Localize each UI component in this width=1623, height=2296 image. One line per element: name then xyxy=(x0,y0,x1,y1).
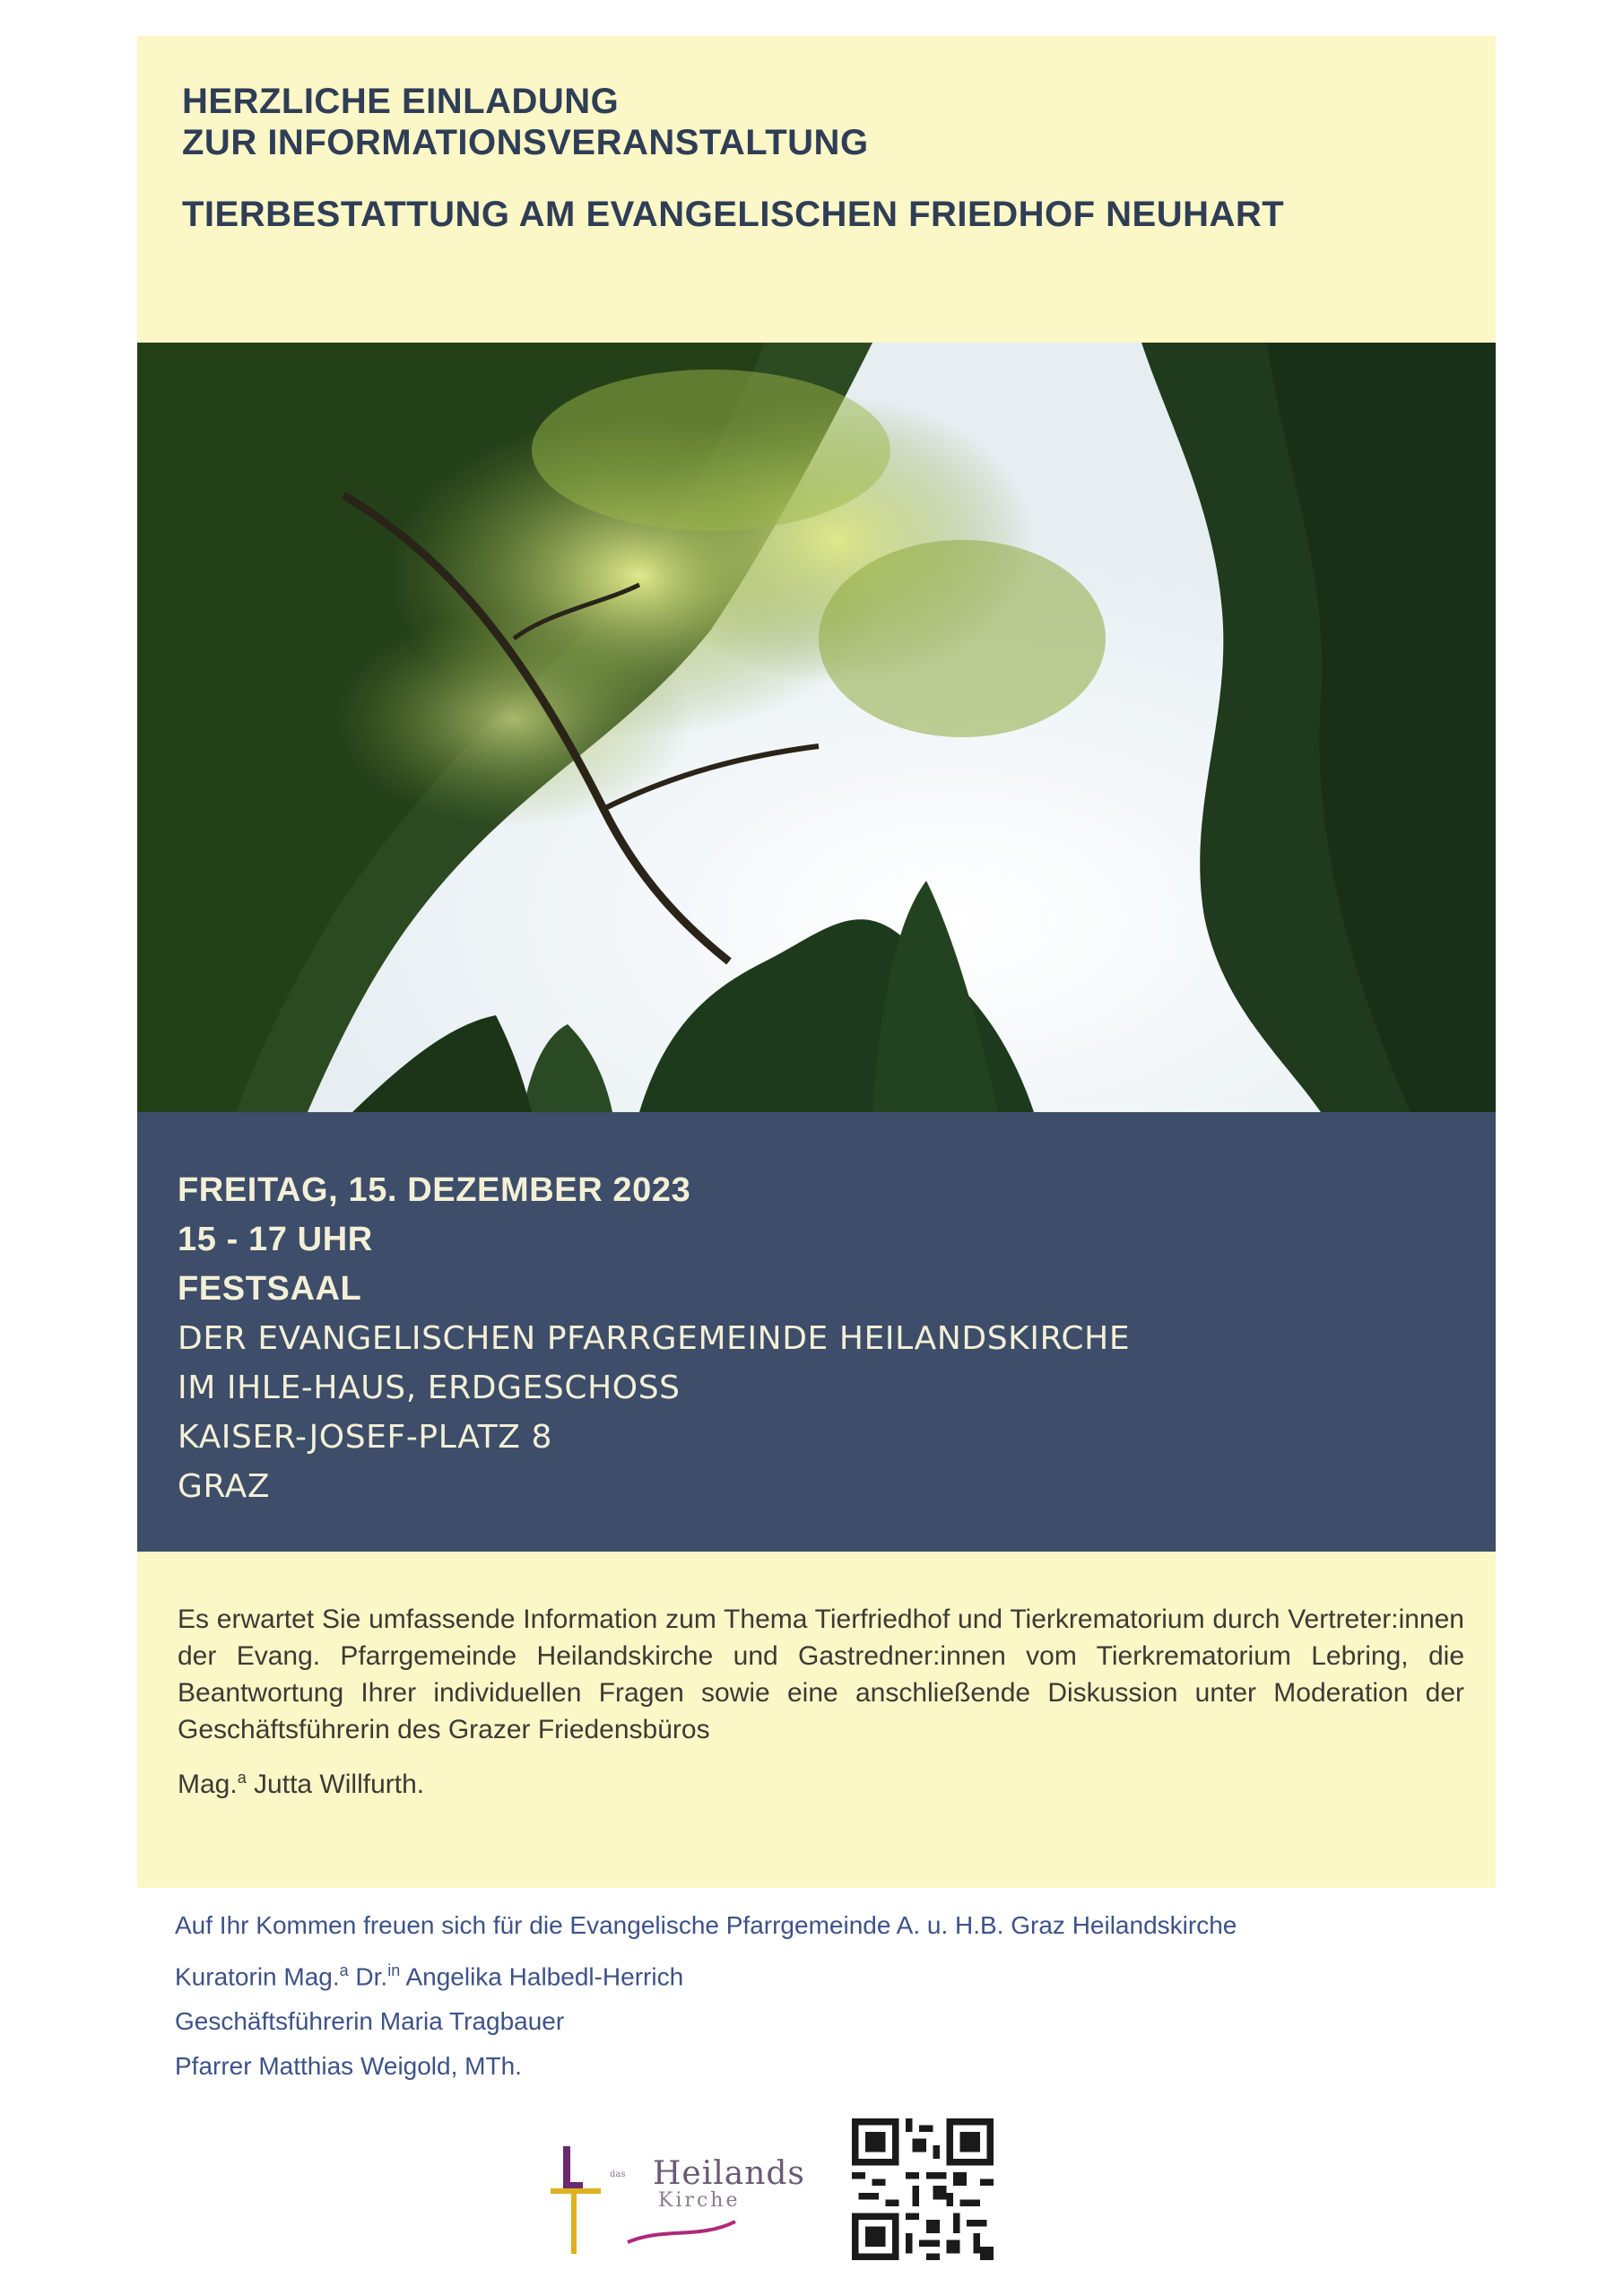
curator-name: Angelika Halbedl-Herrich xyxy=(400,1962,684,1991)
event-city: GRAZ xyxy=(178,1468,271,1505)
logo-sub-word: Kirche xyxy=(658,2189,741,2212)
moderator-sup: a xyxy=(237,1769,247,1787)
footer-signatures xyxy=(175,1903,1475,2089)
event-time: 15 - 17 UHR xyxy=(178,1221,373,1258)
moderator-prefix: Mag. xyxy=(178,1770,238,1799)
event-building: IM IHLE-HAUS, ERDGESCHOSS xyxy=(178,1370,681,1406)
event-date: FREITAG, 15. DEZEMBER 2023 xyxy=(178,1171,691,1209)
event-title: TIERBESTATTUNG AM EVANGELISCHEN FRIEDHOF NEUHART xyxy=(182,195,1285,234)
event-description: Es erwartet Sie umfassende Information zum Thema Tierfriedhof und Tierkrematorium durch Vertreter:innen der Evang. Pfarrgemeinde Heilandskirche und Gastredner:innen vom Tierkrematorium Lebring, die Beantwortung Ihrer individuellen Fragen sowie eine anschließende Diskussion unter Moderation der Geschäftsführerin des Grazer Friedensbüros xyxy=(178,1605,1464,1744)
logo-small-word: das xyxy=(610,2170,626,2179)
footer-intro: Auf Ihr Kommen freuen sich für die Evangelische Pfarrgemeinde A. u. H.B. Graz Heilandskirche xyxy=(175,1911,1237,1939)
curator-line xyxy=(175,1948,1475,1999)
heading-block xyxy=(182,81,1460,235)
logo-word: Heilands xyxy=(653,2155,805,2192)
qr-code[interactable] xyxy=(852,2118,994,2260)
event-street: KAISER-JOSEF-PLATZ 8 xyxy=(178,1419,553,1456)
moderator-line xyxy=(178,1769,424,1800)
invitation-poster xyxy=(137,36,1496,1888)
event-venue: DER EVANGELISCHEN PFARRGEMEINDE HEILANDSKIRCHE xyxy=(178,1320,1131,1357)
curator-sup-2: in xyxy=(387,1961,401,1979)
curator-mid: Dr. xyxy=(348,1962,388,1991)
event-details-panel xyxy=(137,1112,1496,1552)
heilandskirche-logo xyxy=(547,2139,807,2265)
heading-line-2: ZUR INFORMATIONSVERANSTALTUNG xyxy=(182,123,869,162)
heading-line-1: HERZLICHE EINLADUNG xyxy=(182,82,620,121)
curator-prefix: Kuratorin Mag. xyxy=(175,1962,340,1991)
manager-line: Geschäftsführerin Maria Tragbauer xyxy=(175,2007,565,2036)
curator-sup-1: a xyxy=(339,1961,349,1979)
pastor-line: Pfarrer Matthias Weigold, MTh. xyxy=(175,2052,522,2081)
event-room: FESTSAAL xyxy=(178,1270,362,1308)
tree-canopy-photo xyxy=(137,343,1496,1112)
moderator-name: Jutta Willfurth. xyxy=(246,1770,425,1799)
